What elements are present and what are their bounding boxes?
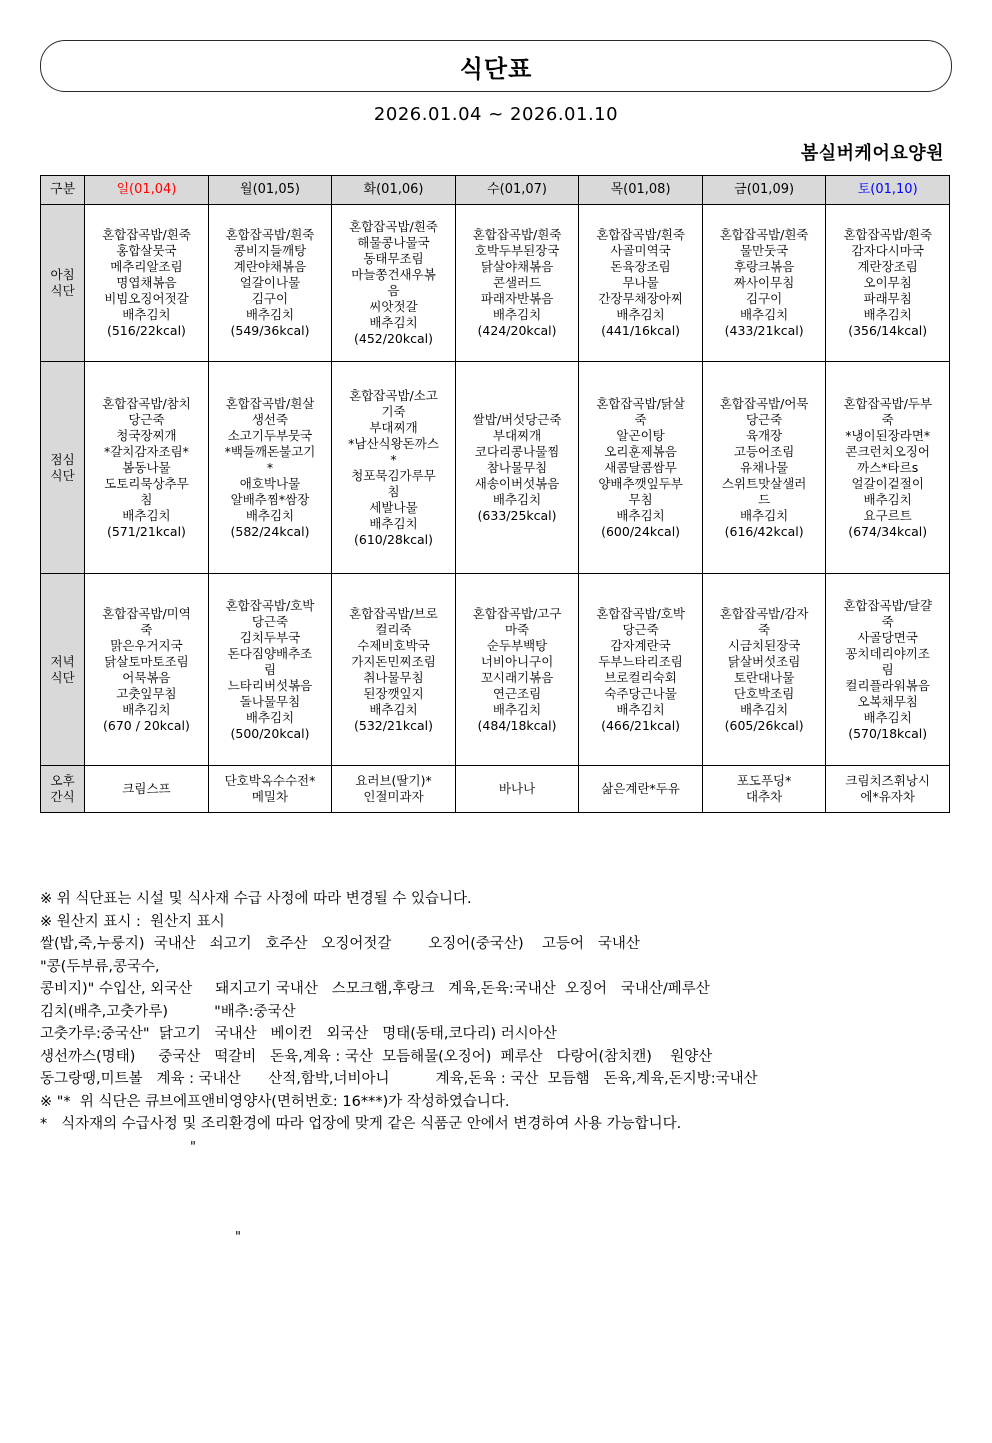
menu-item: (570/18kcal): [848, 725, 928, 741]
menu-item: 혼합잡곡밥/어묵: [719, 395, 809, 411]
row-label-2: [41, 574, 85, 766]
menu-cell-r1-c6: [826, 362, 950, 574]
menu-item: 느타리버섯볶음: [227, 677, 313, 693]
menu-item: 청포묵김가루무: [351, 467, 436, 483]
menu-item: 새콤달콤쌈무: [604, 459, 677, 475]
menu-item: 시금치된장국: [727, 637, 801, 653]
menu-item: (600/24kcal): [601, 523, 681, 539]
menu-item: 명엽채볶음: [116, 275, 177, 290]
menu-item: 배추김치: [739, 307, 789, 322]
menu-item: 배추김치: [863, 709, 912, 725]
menu-item: 배추김치: [492, 307, 542, 322]
menu-item: 포도푸딩*: [736, 773, 792, 788]
menu-item: (424/20kcal): [477, 323, 557, 338]
menu-table-header: [41, 176, 950, 205]
menu-item: 새송이버섯볶음: [474, 475, 560, 491]
row-label-line: 간식: [50, 789, 75, 804]
menu-item: 대추차: [745, 789, 783, 804]
menu-item: 컬리플라워볶음: [845, 677, 930, 693]
menu-item: 사골미역국: [610, 243, 671, 258]
menu-item: 혼합잡곡밥/호박: [225, 597, 315, 613]
menu-item: 얼갈이겉절이: [851, 475, 924, 491]
menu-item: 알곤이탕: [616, 427, 665, 443]
row-label-line: 저녁: [50, 653, 75, 669]
footnote-line-3: "콩(두부류,콩국수,: [40, 958, 160, 975]
menu-item: 죽: [881, 613, 894, 629]
menu-item: 혼합잡곡밥/호박: [596, 605, 685, 621]
menu-item: (484/18kcal): [477, 717, 557, 733]
footnote-line-7: 생선까스(명태) 중국산 떡갈비 돈육,계육 : 국산 모듬해물(오징어) 페루산 다랑어(참치캔) 원양산: [40, 1048, 713, 1065]
header-day-3: 수(01,07): [455, 176, 579, 205]
menu-item: 혼합잡곡밥/참치: [102, 395, 191, 411]
menu-item: 닭살야채볶음: [480, 259, 554, 274]
menu-item: 꼬시래기볶음: [480, 669, 554, 685]
menu-item: 컬리죽: [375, 621, 412, 637]
menu-cell-r0-c6: [826, 205, 950, 362]
menu-item: 오리훈제볶음: [604, 443, 677, 459]
menu-item: 취나물무침: [363, 669, 424, 685]
menu-item: 혼합잡곡밥/흰죽: [719, 227, 809, 242]
menu-item: (532/21kcal): [354, 717, 433, 733]
menu-item: *: [266, 459, 274, 475]
header-corner-label: 구분: [41, 176, 85, 205]
menu-item: 유채나물: [739, 459, 789, 475]
page-title: 식단표: [459, 54, 533, 83]
menu-item: 음: [387, 283, 400, 298]
header-day-5: 금(01,09): [702, 176, 826, 205]
menu-item: 배추김치: [492, 491, 542, 507]
menu-item: 죽: [634, 411, 647, 427]
menu-item: (605/26kcal): [724, 717, 804, 733]
menu-item: 배추김치: [369, 701, 418, 717]
menu-item: 혼합잡곡밥/두부: [843, 395, 933, 411]
menu-item: 혼합잡곡밥/미역: [102, 605, 191, 621]
menu-item: 배추김치: [369, 315, 418, 330]
menu-item: (549/36kcal): [230, 323, 310, 338]
menu-item: (452/20kcal): [354, 331, 433, 346]
menu-item: 죽: [758, 621, 771, 637]
menu-item: 세발나물: [369, 499, 418, 515]
menu-item: 배추김치: [616, 307, 665, 322]
menu-item: 까스*타르s: [857, 459, 919, 475]
menu-item: (571/21kcal): [106, 523, 186, 539]
menu-cell-r2-c0: [85, 574, 209, 766]
menu-table: [40, 175, 950, 813]
menu-row-1: [41, 362, 950, 574]
menu-item: 오이무침: [863, 275, 912, 290]
menu-item: 호박두부된장국: [474, 243, 560, 258]
menu-item: 고춧잎무침: [116, 685, 177, 701]
menu-item: 간장무채장아찌: [598, 291, 683, 306]
menu-cell-r2-c6: [826, 574, 950, 766]
menu-item: 배추김치: [739, 701, 789, 717]
menu-cell-r0-c0: [85, 205, 209, 362]
menu-item: 침: [140, 491, 153, 507]
menu-item: 김구이: [745, 291, 783, 306]
menu-item: 크림치즈휘낭시: [845, 773, 930, 788]
menu-item: 혼합잡곡밥/흰살: [225, 395, 315, 411]
row-label-line: 식단: [50, 669, 75, 685]
menu-item: 인절미과자: [363, 789, 424, 804]
header-row: [41, 176, 950, 205]
menu-item: 순두부백탕: [486, 637, 548, 653]
footnote-line-0: ※ 위 식단표는 시설 및 식사재 수급 사정에 따라 변경될 수 있습니다.: [40, 891, 472, 908]
menu-item: 도토리묵상추무: [104, 475, 189, 491]
menu-row-0: [41, 205, 950, 362]
menu-cell-r0-c1: [208, 205, 332, 362]
menu-cell-r0-c3: [455, 205, 579, 362]
menu-item: 침: [387, 483, 400, 499]
footnote-stray-quote-1: ": [190, 1139, 196, 1155]
row-label-line: 식단: [50, 467, 75, 483]
menu-item: (582/24kcal): [230, 523, 310, 539]
footnote-line-1: ※ 원산지 표시 : 원산지 표시: [40, 913, 225, 930]
menu-item: 배추김치: [863, 307, 912, 322]
menu-item: 오복채무침: [857, 693, 918, 709]
menu-item: 혼합잡곡밥/흰죽: [102, 227, 191, 242]
menu-item: 닭살토마토조림: [104, 653, 189, 669]
menu-item: 메추리알조림: [110, 259, 183, 274]
menu-item: 에*유자차: [860, 789, 915, 804]
menu-item: 돌나물무침: [239, 693, 301, 709]
menu-item: 당근죽: [128, 411, 165, 427]
menu-item: 소고기두부뭇국: [227, 427, 313, 443]
menu-item: 김치두부국: [239, 629, 301, 645]
menu-item: 당근죽: [251, 613, 289, 629]
menu-item: 죽: [881, 411, 894, 427]
menu-cell-r1-c0: [85, 362, 209, 574]
menu-item: 참나물무침: [486, 459, 548, 475]
menu-cell-r3-c5: [702, 766, 826, 813]
menu-item: 배추김치: [492, 701, 542, 717]
menu-item: 배추김치: [739, 507, 789, 523]
menu-table-body: [41, 205, 950, 813]
menu-item: 계란장조림: [857, 259, 918, 274]
menu-item: 두부느타리조림: [598, 653, 683, 669]
menu-item: 배추김치: [616, 701, 665, 717]
menu-item: *남산식왕돈까스: [348, 435, 439, 451]
menu-item: 배추김치: [245, 307, 295, 322]
row-label-3: [41, 766, 85, 813]
menu-item: 콘크런치오징어: [845, 443, 930, 459]
menu-item: (674/34kcal): [848, 523, 928, 539]
menu-item: 부대찌개: [492, 427, 542, 443]
menu-item: 혼합잡곡밥/감자: [719, 605, 809, 621]
header-day-4: 목(01,08): [579, 176, 703, 205]
row-label-line: 오후: [50, 773, 75, 788]
menu-cell-r0-c5: [702, 205, 826, 362]
menu-item: 맑은우거지국: [110, 637, 183, 653]
menu-item: 돈다짐양배추조: [227, 645, 313, 661]
menu-cell-r2-c2: [332, 574, 456, 766]
menu-item: 비빔오징어젓갈: [104, 291, 189, 306]
row-label-line: 아침: [50, 267, 75, 282]
menu-item: 어묵볶음: [122, 669, 171, 685]
header-day-6: 토(01,10): [826, 176, 950, 205]
menu-item: 배추김치: [245, 507, 295, 523]
menu-item: 고등어조림: [733, 443, 795, 459]
menu-item: 삶은계란*두유: [601, 781, 680, 796]
menu-item: 메밀차: [251, 789, 289, 804]
footnote-line-2: 쌀(밥,죽,누룽지) 국내산 쇠고기 호주산 오징어젓갈 오징어(중국산) 고등어 국내산: [40, 936, 640, 953]
menu-item: 무나물: [622, 275, 659, 290]
footnote-stray-quote-2: ": [235, 1229, 241, 1245]
menu-item: 감자계란국: [610, 637, 671, 653]
menu-item: 육개장: [745, 427, 783, 443]
menu-item: (433/21kcal): [724, 323, 804, 338]
menu-item: (516/22kcal): [106, 323, 186, 338]
menu-item: 림: [263, 661, 277, 677]
menu-cell-r2-c4: [579, 574, 703, 766]
footnote-line-6: 고춧가루:중국산" 닭고기 국내산 베이컨 외국산 명태(동태,코다리) 러시아산: [40, 1026, 557, 1043]
menu-item: 혼합잡곡밥/흰죽: [225, 227, 315, 242]
menu-row-2: [41, 574, 950, 766]
date-range: 2026.01.04 ~ 2026.01.10: [373, 104, 619, 125]
menu-item: 요구르트: [863, 507, 912, 523]
menu-cell-r3-c6: [826, 766, 950, 813]
menu-item: 바나나: [498, 781, 536, 796]
menu-cell-r3-c1: [208, 766, 332, 813]
footnote-line-4: 콩비지)" 수입산, 외국산 돼지고기 국내산 스모크햄,후랑크 계육,돈육:국내산 오징어 국내산/페루산: [40, 981, 710, 998]
menu-item: 된장깻잎지: [363, 685, 424, 701]
menu-cell-r2-c5: [702, 574, 826, 766]
menu-cell-r1-c4: [579, 362, 703, 574]
menu-item: (441/16kcal): [601, 323, 681, 338]
menu-item: 혼합잡곡밥/흰죽: [349, 219, 438, 234]
menu-item: 봄동나물: [122, 459, 171, 475]
footnote-line-10: * 식자재의 수급사정 및 조리환경에 따라 업장에 맞게 같은 식품군 안에서 변경하여 사용 가능합니다.: [40, 1116, 682, 1133]
menu-cell-r2-c3: [455, 574, 579, 766]
footnote-line-9: ※ "* 위 식단은 큐브에프앤비영양사(면허번호: 16***)가 작성하였습니다.: [40, 1093, 510, 1110]
menu-item: 마늘쫑건새우볶: [351, 267, 436, 282]
menu-item: *백들깨돈불고기: [224, 443, 316, 459]
menu-item: 파래자반볶음: [480, 291, 554, 306]
menu-item: 림: [881, 661, 894, 677]
menu-item: 애호박나물: [239, 475, 301, 491]
menu-item: (466/21kcal): [601, 717, 681, 733]
menu-item: 배추김치: [245, 709, 295, 725]
menu-item: 혼합잡곡밥/흰죽: [843, 227, 933, 242]
menu-item: 콩비지들깨탕: [233, 243, 307, 258]
menu-cell-r2-c1: [208, 574, 332, 766]
menu-item: 혼합잡곡밥/고구: [472, 605, 562, 621]
menu-item: 단호박조림: [733, 685, 795, 701]
header-day-1: 월(01,05): [208, 176, 332, 205]
footnote-line-8: 동그랑땡,미트볼 계육 : 국내산 산적,함박,너비아니 계육,돈육 : 국산 모듬햄 돈육,계육,돈지방:국내산: [40, 1071, 758, 1088]
menu-item: 무침: [628, 491, 653, 507]
menu-item: 계란야채볶음: [233, 259, 307, 274]
menu-item: 숙주당근나물: [604, 685, 677, 701]
menu-cell-r1-c2: [332, 362, 456, 574]
footnotes: [40, 821, 952, 1248]
menu-cell-r3-c0: [85, 766, 209, 813]
menu-item: 김구이: [251, 291, 289, 306]
menu-item: 씨앗젓갈: [369, 299, 418, 314]
menu-item: 물만둣국: [739, 243, 789, 258]
menu-item: 연근조림: [492, 685, 542, 701]
menu-item: 동태무조림: [363, 251, 424, 266]
menu-item: 짜사이무침: [733, 275, 795, 290]
menu-item: (356/14kcal): [848, 323, 928, 338]
menu-item: (500/20kcal): [230, 725, 310, 741]
menu-item: 수제비호박국: [357, 637, 430, 653]
menu-item: 너비아니구이: [480, 653, 554, 669]
menu-item: 당근죽: [745, 411, 783, 427]
menu-item: 양배추깻잎두부: [598, 475, 683, 491]
footnote-line-5: 김치(배추,고춧가루) "배추:중국산: [40, 1003, 296, 1020]
row-label-0: [41, 205, 85, 362]
menu-item: 닭살버섯조림: [727, 653, 801, 669]
menu-item: (633/25kcal): [477, 507, 557, 523]
menu-item: 콘샐러드: [492, 275, 542, 290]
menu-item: 죽: [140, 621, 153, 637]
menu-item: 해물콩나물국: [357, 235, 430, 250]
menu-item: (670 / 20kcal): [102, 717, 190, 733]
menu-item: 배추김치: [369, 515, 418, 531]
menu-item: 크림스프: [122, 781, 171, 796]
menu-cell-r3-c2: [332, 766, 456, 813]
menu-item: (610/28kcal): [354, 531, 433, 547]
menu-item: 홍합살뭇국: [116, 243, 177, 258]
meal-plan-page: [0, 40, 992, 1443]
menu-item: 사골당면국: [857, 629, 918, 645]
menu-item: 알배추찜*쌈장: [230, 491, 310, 507]
header-day-2: 화(01,06): [332, 176, 456, 205]
menu-cell-r0-c2: [332, 205, 456, 362]
menu-item: 스위트맛살샐러: [721, 475, 807, 491]
menu-item: 가지돈민찌조림: [351, 653, 436, 669]
menu-item: *갈치감자조림*: [103, 443, 189, 459]
menu-item: 혼합잡곡밥/달걀: [843, 597, 933, 613]
menu-item: (616/42kcal): [724, 523, 804, 539]
menu-item: 후랑크볶음: [733, 259, 795, 274]
menu-item: 마죽: [504, 621, 530, 637]
menu-item: 당근죽: [622, 621, 659, 637]
header-day-0: 일(01,04): [85, 176, 209, 205]
title-banner: [40, 40, 952, 92]
row-label-line: 식단: [50, 283, 75, 298]
row-label-line: 점심: [50, 451, 75, 467]
menu-item: 혼합잡곡밥/브로: [349, 605, 438, 621]
menu-item: 기죽: [381, 403, 406, 419]
menu-item: 드: [758, 491, 771, 507]
menu-cell-r0-c4: [579, 205, 703, 362]
menu-cell-r1-c5: [702, 362, 826, 574]
menu-cell-r3-c3: [455, 766, 579, 813]
menu-item: 배추김치: [863, 491, 912, 507]
menu-item: 배추김치: [616, 507, 665, 523]
menu-item: 배추김치: [122, 307, 171, 322]
menu-item: 배추김치: [122, 507, 171, 523]
menu-item: 얼갈이나물: [239, 275, 301, 290]
row-label-1: [41, 362, 85, 574]
menu-item: 돈육장조림: [610, 259, 671, 274]
menu-item: 생선죽: [251, 411, 289, 427]
menu-row-3: [41, 766, 950, 813]
menu-item: 혼합잡곡밥/흰죽: [472, 227, 562, 242]
menu-cell-r3-c4: [579, 766, 703, 813]
menu-item: 요러브(딸기)*: [355, 773, 432, 788]
menu-item: 혼합잡곡밥/소고: [349, 387, 438, 403]
menu-item: 토란대나물: [733, 669, 795, 685]
menu-item: 꽁치데리야끼조: [845, 645, 930, 661]
menu-item: 혼합잡곡밥/흰죽: [596, 227, 685, 242]
menu-item: *냉이된장라면*: [845, 427, 931, 443]
menu-item: 청국장찌개: [116, 427, 177, 443]
menu-item: 부대찌개: [369, 419, 418, 435]
menu-item: *: [390, 451, 397, 467]
menu-item: 브로컬리숙회: [604, 669, 677, 685]
menu-item: 배추김치: [122, 701, 171, 717]
menu-cell-r1-c3: [455, 362, 579, 574]
menu-item: 코다리콩나물찜: [474, 443, 560, 459]
menu-cell-r1-c1: [208, 362, 332, 574]
menu-item: 파래무침: [863, 291, 912, 306]
menu-item: 감자다시마국: [851, 243, 924, 258]
menu-item: 단호박옥수수전*: [224, 773, 316, 788]
facility-name: 봄실버케어요양원: [800, 143, 944, 164]
menu-item: 혼합잡곡밥/닭살: [596, 395, 685, 411]
menu-item: 쌀밥/버섯당근죽: [472, 411, 562, 427]
